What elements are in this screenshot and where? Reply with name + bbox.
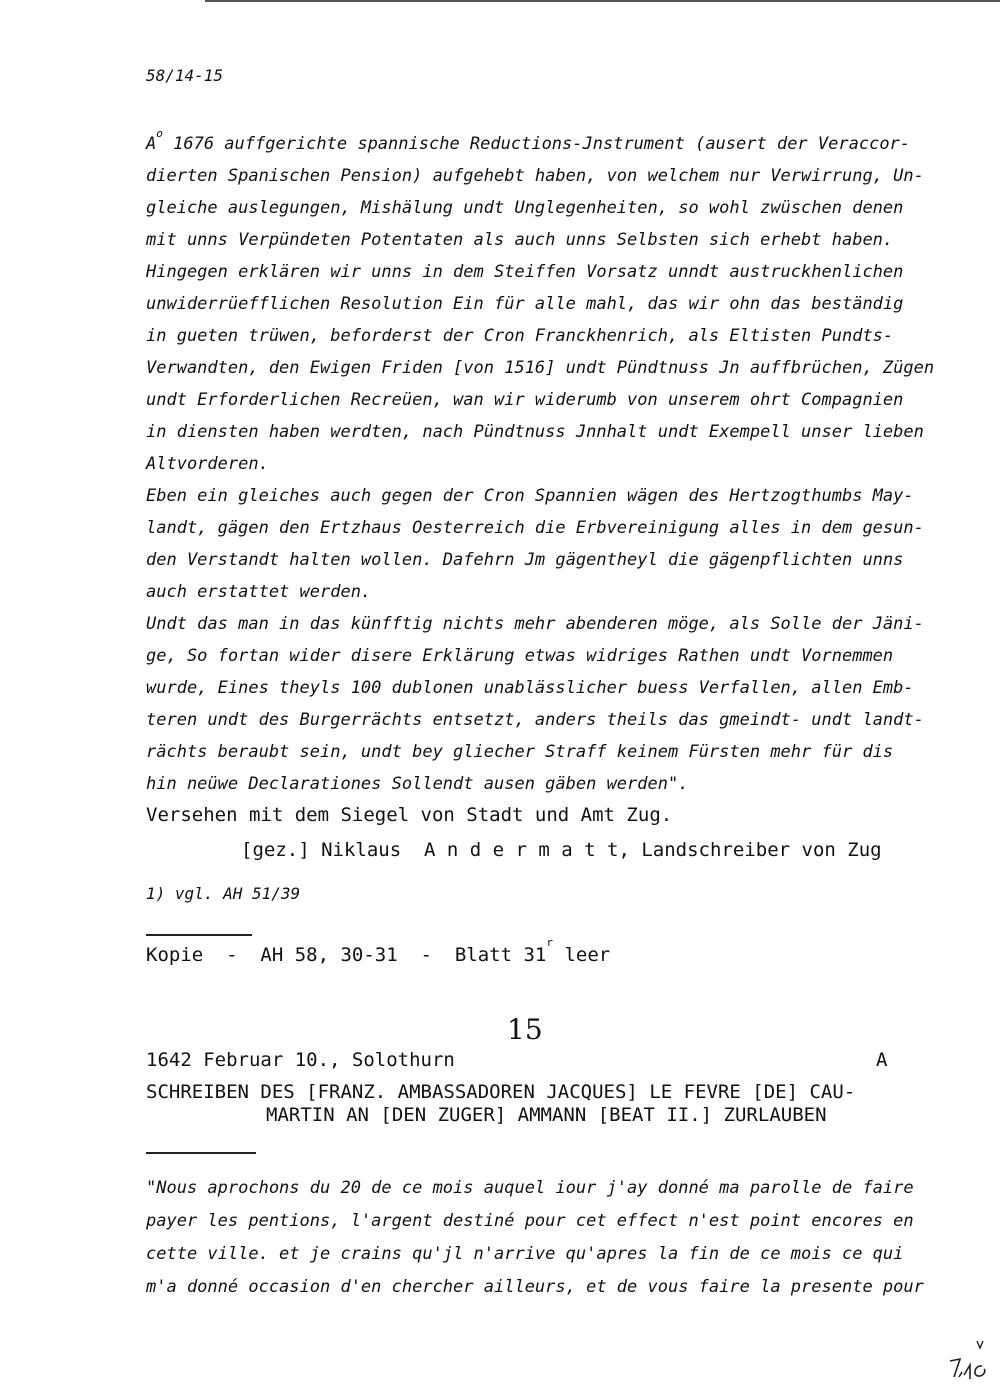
declaration-line bbox=[146, 552, 903, 569]
declaration-line-text: A bbox=[146, 134, 157, 154]
declaration-line-sup: o bbox=[156, 127, 163, 140]
heading-rule bbox=[146, 1152, 256, 1154]
handwritten-mark-icon bbox=[944, 1335, 990, 1385]
declaration-line-text: Hingegen erklären wir unns in dem Steiffen Vorsatz unndt austruckhenlichen bbox=[146, 262, 904, 282]
declaration-line bbox=[146, 488, 914, 505]
declaration-line bbox=[146, 680, 914, 697]
declaration-line bbox=[146, 456, 269, 473]
declaration-line bbox=[146, 200, 903, 217]
copy-note-sup: r bbox=[546, 936, 553, 949]
declaration-line-text: gleiche auslegungen, Mishälung undt Unglegenheiten, so wohl zwüschen denen bbox=[146, 198, 904, 218]
declaration-line bbox=[146, 648, 893, 665]
declaration-line-text: in gueten trüwen, beforderst der Cron Franckhenrich, als Eltisten Pundts- bbox=[146, 326, 894, 346]
document-heading-line-1: SCHREIBEN DES [FRANZ. AMBASSADOREN JACQUES] LE FEVRE [DE] CAU- bbox=[146, 1081, 856, 1103]
declaration-line-text: unwiderrüefflichen Resolution Ein für alle mahl, das wir ohn das beständig bbox=[146, 294, 904, 314]
date-place: 1642 Februar 10., Solothurn bbox=[146, 1049, 455, 1071]
declaration-line-text: Undt das man in das künfftig nichts mehr abenderen möge, als Solle der Jäni- bbox=[146, 614, 924, 634]
declaration-line bbox=[146, 296, 903, 313]
declaration-line bbox=[146, 616, 924, 633]
signature-line: [gez.] Niklaus A n d e r m a t t, Landschreiber von Zug bbox=[241, 839, 882, 861]
declaration-line bbox=[146, 712, 924, 729]
document-heading-line-2: MARTIN AN [DEN ZUGER] AMMANN [BEAT II.] ZURLAUBEN bbox=[266, 1104, 827, 1126]
copy-note-tail: leer bbox=[553, 944, 611, 966]
declaration-line-tail: 1676 auffgerichte spannische Reductions-Jnstrument (ausert der Veraccor- bbox=[162, 134, 911, 154]
declaration-line-text: Eben ein gleiches auch gegen der Cron Spannien wägen des Hertzogthumbs May- bbox=[146, 486, 914, 506]
letter-line: m'a donné occasion d'en chercher ailleurs, et de vous faire la presente pour bbox=[146, 1277, 924, 1297]
letter-line: cette ville. et je crains qu'jl n'arrive qu'apres la fin de ce mois ce qui bbox=[146, 1244, 904, 1264]
declaration-line-text: Altvorderen. bbox=[146, 454, 269, 474]
declaration-line-text: den Verstandt halten wollen. Dafehrn Jm gägentheyl die gägenpflichten unns bbox=[146, 550, 904, 570]
declaration-line-text: Verwandten, den Ewigen Friden [von 1516] undt Pündtnuss Jn auffbrüchen, Zügen bbox=[146, 358, 935, 378]
declaration-line bbox=[146, 776, 688, 793]
declaration-line bbox=[146, 127, 911, 154]
declaration-line-text: wurde, Eines theyls 100 dublonen unablässlicher buess Verfallen, allen Emb- bbox=[146, 678, 914, 698]
declaration-line bbox=[146, 584, 371, 601]
handwritten-corner-mark bbox=[944, 1335, 990, 1385]
declaration-line-text: auch erstattet werden. bbox=[146, 582, 372, 602]
footnote: 1) vgl. AH 51/39 bbox=[146, 884, 301, 903]
declaration-line bbox=[146, 232, 893, 249]
declaration-line bbox=[146, 264, 903, 281]
seal-note: Versehen mit dem Siegel von Stadt und Amt Zug. bbox=[146, 804, 673, 826]
declaration-line bbox=[146, 360, 934, 377]
declaration-line bbox=[146, 392, 903, 409]
declaration-line-text: landt, gägen den Ertzhaus Oesterreich die Erbvereinigung alles in dem gesun- bbox=[146, 518, 924, 538]
declaration-line bbox=[146, 520, 924, 537]
copy-note-text: Kopie - AH 58, 30-31 - Blatt 31 bbox=[146, 944, 547, 966]
page-reference: 58/14-15 bbox=[146, 66, 224, 85]
declaration-line-text: in diensten haben werdten, nach Pündtnuss Jnnhalt undt Exempell unser lieben bbox=[146, 422, 924, 442]
declaration-line-text: dierten Spanischen Pension) aufgehebt haben, von welchem nur Verwirrung, Un- bbox=[146, 166, 924, 186]
document-letter: A bbox=[876, 1049, 888, 1071]
declaration-line-text: rächts beraubt sein, undt bey gliecher Straff keinem Fürsten mehr für dis bbox=[146, 742, 894, 762]
declaration-line-text: teren undt des Burgerrächts entsetzt, anders theils das gmeindt- undt landt- bbox=[146, 710, 924, 730]
letter-line: payer les pentions, l'argent destiné pour cet effect n'est point encores en bbox=[146, 1211, 914, 1231]
separator-rule bbox=[146, 934, 252, 936]
letter-line: "Nous aprochons du 20 de ce mois auquel iour j'ay donné ma parolle de faire bbox=[146, 1178, 914, 1198]
declaration-line-text: ge, So fortan wider disere Erklärung etwas widriges Rathen undt Vornemmen bbox=[146, 646, 894, 666]
declaration-line-text: mit unns Verpündeten Potentaten als auch unns Selbsten sich erhebt haben. bbox=[146, 230, 894, 250]
declaration-line bbox=[146, 424, 924, 441]
scan-top-edge bbox=[205, 0, 1000, 2]
document-number: 15 bbox=[507, 1013, 543, 1046]
declaration-line bbox=[146, 168, 924, 185]
declaration-line-text: undt Erforderlichen Recreüen, wan wir widerumb von unserem ohrt Compagnien bbox=[146, 390, 904, 410]
declaration-line bbox=[146, 328, 893, 345]
declaration-line bbox=[146, 744, 893, 761]
copy-note bbox=[146, 936, 611, 966]
declaration-line-text: hin neüwe Declarationes Sollendt ausen gäben werden". bbox=[146, 774, 689, 794]
